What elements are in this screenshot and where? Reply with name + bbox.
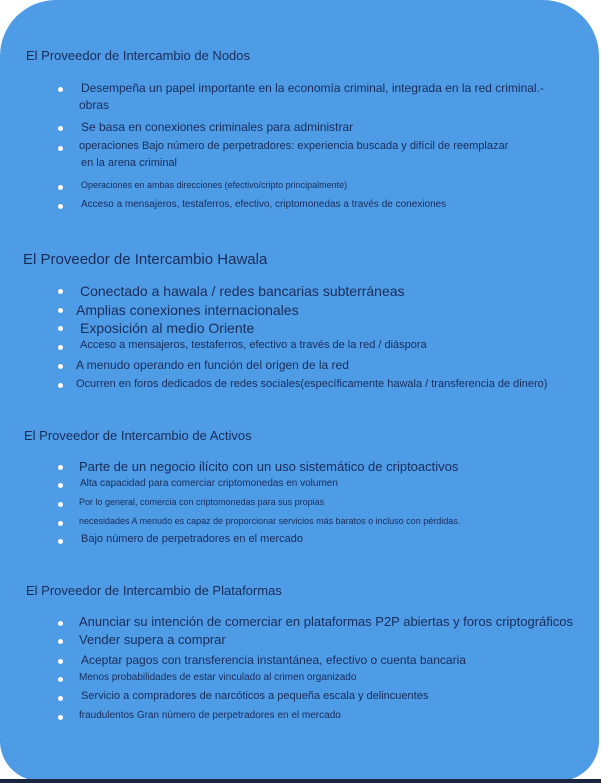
- item-text: Alta capacidad para comerciar criptomonedas en volumen: [80, 478, 338, 489]
- bullet-icon: [58, 621, 63, 626]
- bullet-icon: [58, 502, 63, 507]
- section-heading: El Proveedor de Intercambio de Activos: [24, 428, 252, 443]
- bullet-icon: [58, 326, 63, 331]
- bullet-icon: [58, 126, 63, 131]
- item-text: Ocurren en foros dedicados de redes sociales(específicamente hawala / transferencia de dinero): [76, 378, 548, 390]
- bullet-icon: [58, 383, 63, 388]
- bottom-divider: [0, 779, 601, 783]
- item-text: Menos probabilidades de estar vinculado al crimen organizado: [79, 672, 357, 683]
- item-text: Acceso a mensajeros, testaferros, efectivo a través de la red / diáspora: [80, 339, 427, 351]
- item-text: Bajo número de perpetradores en el mercado: [81, 533, 303, 545]
- bullet-icon: [58, 639, 63, 644]
- item-text: Exposición al medio Oriente: [80, 320, 255, 336]
- bullet-icon: [58, 308, 63, 313]
- item-text: Servicio a compradores de narcóticos a pequeña escala y delincuentes: [81, 690, 429, 702]
- item-text: necesidades A menudo es capaz de proporcionar servicios más baratos o incluso con pérdidas.: [79, 516, 461, 526]
- item-text-continuation: obras: [79, 98, 110, 112]
- bullet-icon: [58, 677, 63, 682]
- item-text: Desempeña un papel importante en la economía criminal, integrada en la red criminal.-: [81, 81, 544, 95]
- bullet-icon: [58, 465, 63, 470]
- bullet-icon: [58, 87, 63, 92]
- bullet-icon: [58, 289, 63, 294]
- item-text: Vender supera a comprar: [79, 632, 226, 647]
- section-heading: El Proveedor de Intercambio de Plataformas: [26, 583, 282, 598]
- bullet-icon: [58, 715, 63, 720]
- item-text: A menudo operando en función del origen de la red: [76, 358, 349, 372]
- bullet-icon: [58, 185, 63, 190]
- bullet-icon: [58, 483, 63, 488]
- bullet-icon: [58, 146, 63, 151]
- item-text: Acceso a mensajeros, testaferros, efectivo, criptomonedas a través de conexiones: [81, 199, 447, 210]
- item-text: Aceptar pagos con transferencia instantánea, efectivo o cuenta bancaria: [81, 653, 466, 667]
- section-heading: El Proveedor de Intercambio de Nodos: [26, 48, 251, 63]
- item-text: fraudulentos Gran número de perpetradores en el mercado: [79, 710, 341, 721]
- item-text-continuation: en la arena criminal: [81, 157, 177, 169]
- bullet-icon: [58, 364, 63, 369]
- bullet-icon: [58, 696, 63, 701]
- item-text: Amplias conexiones internacionales: [76, 302, 299, 318]
- bullet-icon: [58, 539, 63, 544]
- item-text: operaciones Bajo número de perpetradores: experiencia buscada y difícil de reemplazar: [79, 140, 509, 152]
- bullet-icon: [58, 204, 63, 209]
- item-text: Operaciones en ambas direcciones (efectivo/cripto principalmente): [81, 180, 348, 190]
- section-heading: El Proveedor de Intercambio Hawala: [23, 251, 268, 268]
- item-text: Por lo general, comercia con criptomonedas para sus propias: [79, 497, 325, 507]
- item-text: Conectado a hawala / redes bancarias subterráneas: [80, 283, 405, 299]
- bullet-icon: [58, 345, 63, 350]
- bullet-icon: [58, 521, 63, 526]
- item-text: Se basa en conexiones criminales para administrar: [81, 120, 354, 134]
- item-text: Parte de un negocio ilícito con un uso sistemático de criptoactivos: [79, 459, 459, 474]
- item-text: Anunciar su intención de comerciar en plataformas P2P abiertas y foros criptográficos: [79, 614, 574, 629]
- bullet-icon: [58, 659, 63, 664]
